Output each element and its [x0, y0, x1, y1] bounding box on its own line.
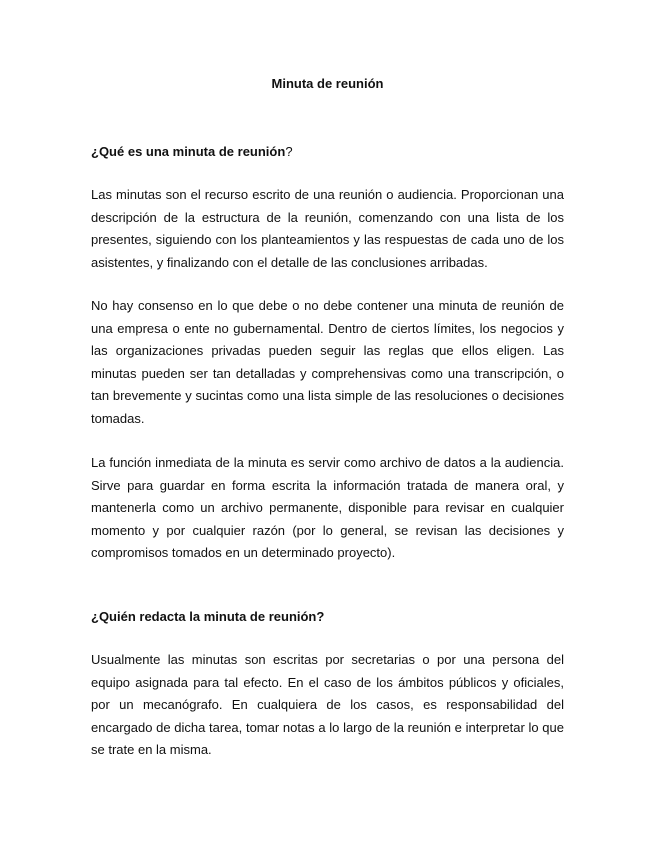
paragraph-1: Las minutas son el recurso escrito de una reunión o audiencia. Proporcionan una descripción de la estructura de la reunión, comenzando con una lista de los presentes, siguiendo con los planteamientos y las respuestas de cada uno de los asistentes, y finalizando con el detalle de las conclusiones arribadas. [91, 187, 564, 270]
section-heading-bold: ¿Qué es una minuta de reunión [91, 144, 286, 159]
paragraph-4: Usualmente las minutas son escritas por secretarias o por una persona del equipo asignada para tal efecto. En el caso de los ámbitos públicos y oficiales, por un mecanógrafo. En cualquiera de los casos, es responsabilidad del encargado de dicha tarea, tomar notas a lo largo de la reunión e interpretar lo que se trate en la misma. [91, 652, 564, 757]
paragraph-2: No hay consenso en lo que debe o no debe contener una minuta de reunión de una empresa o ente no gubernamental. Dentro de ciertos límites, los negocios y las organizaciones privadas pueden seguir las reglas que ellos eligen. Las minutas pueden ser tan detalladas y comprehensivas como una transcripción, o tan brevemente y sucintas como una lista simple de las resoluciones o decisiones tomadas. [91, 298, 564, 426]
paragraph-3: La función inmediata de la minuta es servir como archivo de datos a la audiencia. Sirve para guardar en forma escrita la información tratada de manera oral, y mantenerla como un archivo permanente, disponible para revisar en cualquier momento y por cualquier razón (por lo general, se revisan las decisiones y compromisos tomados en un determinado proyecto). [91, 455, 564, 560]
section-heading-que-es [91, 143, 564, 161]
section-heading-bold: ¿Quién redacta la minuta de reunión? [91, 609, 325, 624]
section-heading-quien-redacta [91, 608, 564, 626]
document-title: Minuta de reunión [271, 76, 384, 91]
section-heading-tail: ? [285, 144, 293, 159]
